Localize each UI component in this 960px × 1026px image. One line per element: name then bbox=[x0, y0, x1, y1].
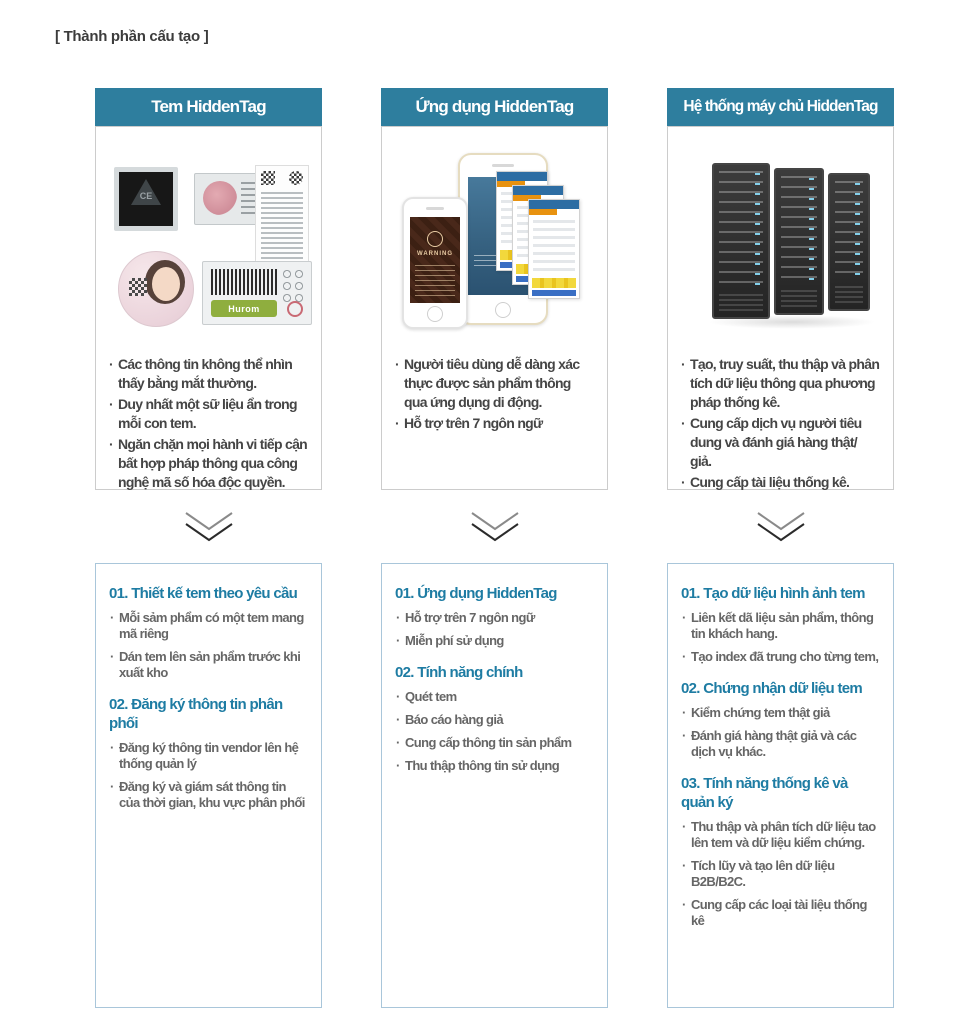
section-item: · Kiểm chứng tem thật giả bbox=[681, 705, 880, 721]
detail-box bbox=[95, 563, 322, 1008]
barcode-icon bbox=[211, 269, 277, 295]
top-box bbox=[381, 126, 608, 490]
section-item: · Liên kết dã liệu sản phẩm, thông tin khách hang. bbox=[681, 610, 880, 642]
screen-text-lines bbox=[415, 265, 455, 299]
chevron-wrap bbox=[381, 490, 608, 563]
server-rack bbox=[828, 173, 870, 311]
section-item: · Miễn phí sử dụng bbox=[395, 633, 594, 649]
app-footer-bar bbox=[532, 290, 576, 296]
double-chevron-down-icon bbox=[181, 510, 237, 544]
column-header: Ứng dụng HiddenTag bbox=[381, 88, 608, 126]
small-phone bbox=[402, 197, 468, 329]
description-item: · Ngăn chặn mọi hành vi tiếp cận bất hợp pháp thông qua công nghệ mã số hóa độc quyền. bbox=[108, 435, 309, 492]
chevron-wrap bbox=[95, 490, 322, 563]
app-screenshot bbox=[528, 199, 580, 299]
section-item: · Tạo index đã trung cho từng tem, bbox=[681, 649, 880, 665]
detail-box bbox=[667, 563, 894, 1008]
section-item: · Đăng ký và giám sát thông tin của thời gian, khu vực phân phối bbox=[109, 779, 308, 811]
server-rack bbox=[774, 168, 824, 315]
server-vent bbox=[719, 294, 763, 312]
section-item: · Đánh giá hàng thật giả và các dịch vụ khác. bbox=[681, 728, 880, 760]
qr-code-label bbox=[255, 165, 309, 269]
top-box bbox=[667, 126, 894, 490]
double-chevron-down-icon bbox=[753, 510, 809, 544]
description-item: · Hỗ trợ trên 7 ngôn ngữ bbox=[394, 414, 595, 433]
app-header-bar bbox=[529, 200, 579, 209]
description-item: · Cung cấp tài liệu thống kê. bbox=[680, 473, 881, 492]
section-item: · Thu thập thông tin sử dụng bbox=[395, 758, 594, 774]
column-he-thong-may-chu bbox=[667, 88, 894, 1008]
section-item: · Tích lũy và tạo lên dữ liệu B2B/B2C. bbox=[681, 858, 880, 890]
section-item: · Mỗi sảm phẩm có một tem mang mã riêng bbox=[109, 610, 308, 642]
server-racks-image bbox=[680, 139, 881, 349]
description-list bbox=[108, 355, 309, 494]
qr-code-icon bbox=[261, 171, 275, 185]
security-stamp-labels-image bbox=[108, 139, 309, 349]
section-title: 03. Tính năng thống kê và quản ký bbox=[681, 775, 848, 811]
top-box bbox=[95, 126, 322, 490]
home-button bbox=[427, 306, 443, 322]
section-item: · Dán tem lên sản phẩm trước khi xuất kho bbox=[109, 649, 308, 681]
section-item: · Báo cáo hàng giả bbox=[395, 712, 594, 728]
section-item: · Thu thập và phân tích dữ liệu tao lên tem và dữ liệu kiểm chứng. bbox=[681, 819, 880, 851]
mobile-app-phones-image bbox=[394, 139, 595, 349]
section-item: · Đăng ký thông tin vendor lên hệ thống quản lý bbox=[109, 740, 308, 772]
home-button bbox=[495, 302, 511, 318]
section-item: · Cung cấp thông tin sản phẩm bbox=[395, 735, 594, 751]
column-tem-hiddentag bbox=[95, 88, 322, 1008]
server-leds bbox=[855, 183, 860, 279]
description-list bbox=[394, 355, 595, 435]
section-title: 01. Ứng dụng HiddenTag bbox=[395, 585, 557, 602]
section-title: 02. Tính năng chính bbox=[395, 664, 523, 681]
double-chevron-down-icon bbox=[467, 510, 523, 544]
description-item: · Cung cấp dịch vụ người tiêu dung và đánh giá hàng thật/ giả. bbox=[680, 414, 881, 471]
server-vent bbox=[781, 290, 817, 308]
section-item: · Cung cấp các loại tài liệu thống kê bbox=[681, 897, 880, 929]
sticker-qr-icon bbox=[129, 278, 147, 296]
server-leds bbox=[755, 173, 760, 287]
brand-pill: Hurom bbox=[211, 300, 277, 317]
label-fine-print bbox=[261, 192, 303, 263]
model-face bbox=[152, 267, 180, 301]
warning-text: WARNING bbox=[417, 251, 453, 257]
server-rack bbox=[712, 163, 770, 319]
section-item: · Quét tem bbox=[395, 689, 594, 705]
description-list bbox=[680, 355, 881, 494]
ce-mark: CE bbox=[139, 191, 153, 201]
detail-box bbox=[381, 563, 608, 1008]
server-vent bbox=[835, 286, 863, 304]
red-floral-seal-icon bbox=[203, 181, 237, 215]
app-subheader-bar bbox=[529, 209, 557, 215]
phone-speaker bbox=[492, 164, 514, 167]
dot-grid bbox=[281, 268, 305, 304]
section-title: 01. Thiết kế tem theo yêu cầu bbox=[109, 585, 298, 602]
column-header: Hệ thống máy chủ HiddenTag bbox=[667, 88, 894, 126]
red-seal-icon bbox=[287, 301, 303, 317]
round-cosmetic-sticker bbox=[118, 251, 194, 327]
phone-speaker bbox=[426, 207, 444, 210]
app-header-bar bbox=[497, 172, 547, 181]
description-item: · Người tiêu dùng dễ dàng xác thực được sản phẩm thông qua ứng dụng di động. bbox=[394, 355, 595, 412]
server-leds bbox=[809, 178, 814, 283]
section-item: · Hỗ trợ trên 7 ngôn ngữ bbox=[395, 610, 594, 626]
columns-container bbox=[95, 88, 894, 1008]
warning-badge-icon bbox=[427, 231, 443, 247]
page-title: [ Thành phần cấu tạo ] bbox=[55, 28, 209, 45]
section-title: 02. Chứng nhận dữ liệu tem bbox=[681, 680, 863, 697]
barcode-label bbox=[202, 261, 312, 325]
dark-hologram-stamp bbox=[114, 167, 178, 231]
column-ung-dung-hiddentag bbox=[381, 88, 608, 1008]
phone-screen-warning bbox=[410, 217, 460, 303]
app-content-rows bbox=[533, 220, 575, 272]
chevron-wrap bbox=[667, 490, 894, 563]
app-header-bar bbox=[513, 186, 563, 195]
app-banner bbox=[532, 278, 576, 288]
column-header: Tem HiddenTag bbox=[95, 88, 322, 126]
description-item: · Tạo, truy suất, thu thập và phân tích dữ liệu thông qua phương pháp thống kê. bbox=[680, 355, 881, 412]
description-item: · Các thông tin không thể nhìn thấy bằng mắt thường. bbox=[108, 355, 309, 393]
round-seal-icon bbox=[289, 171, 303, 185]
description-item: · Duy nhất một sữ liệu ẩn trong mỗi con tem. bbox=[108, 395, 309, 433]
section-title: 02. Đăng ký thông tin phân phối bbox=[109, 696, 283, 732]
section-title: 01. Tạo dữ liệu hình ảnh tem bbox=[681, 585, 865, 602]
